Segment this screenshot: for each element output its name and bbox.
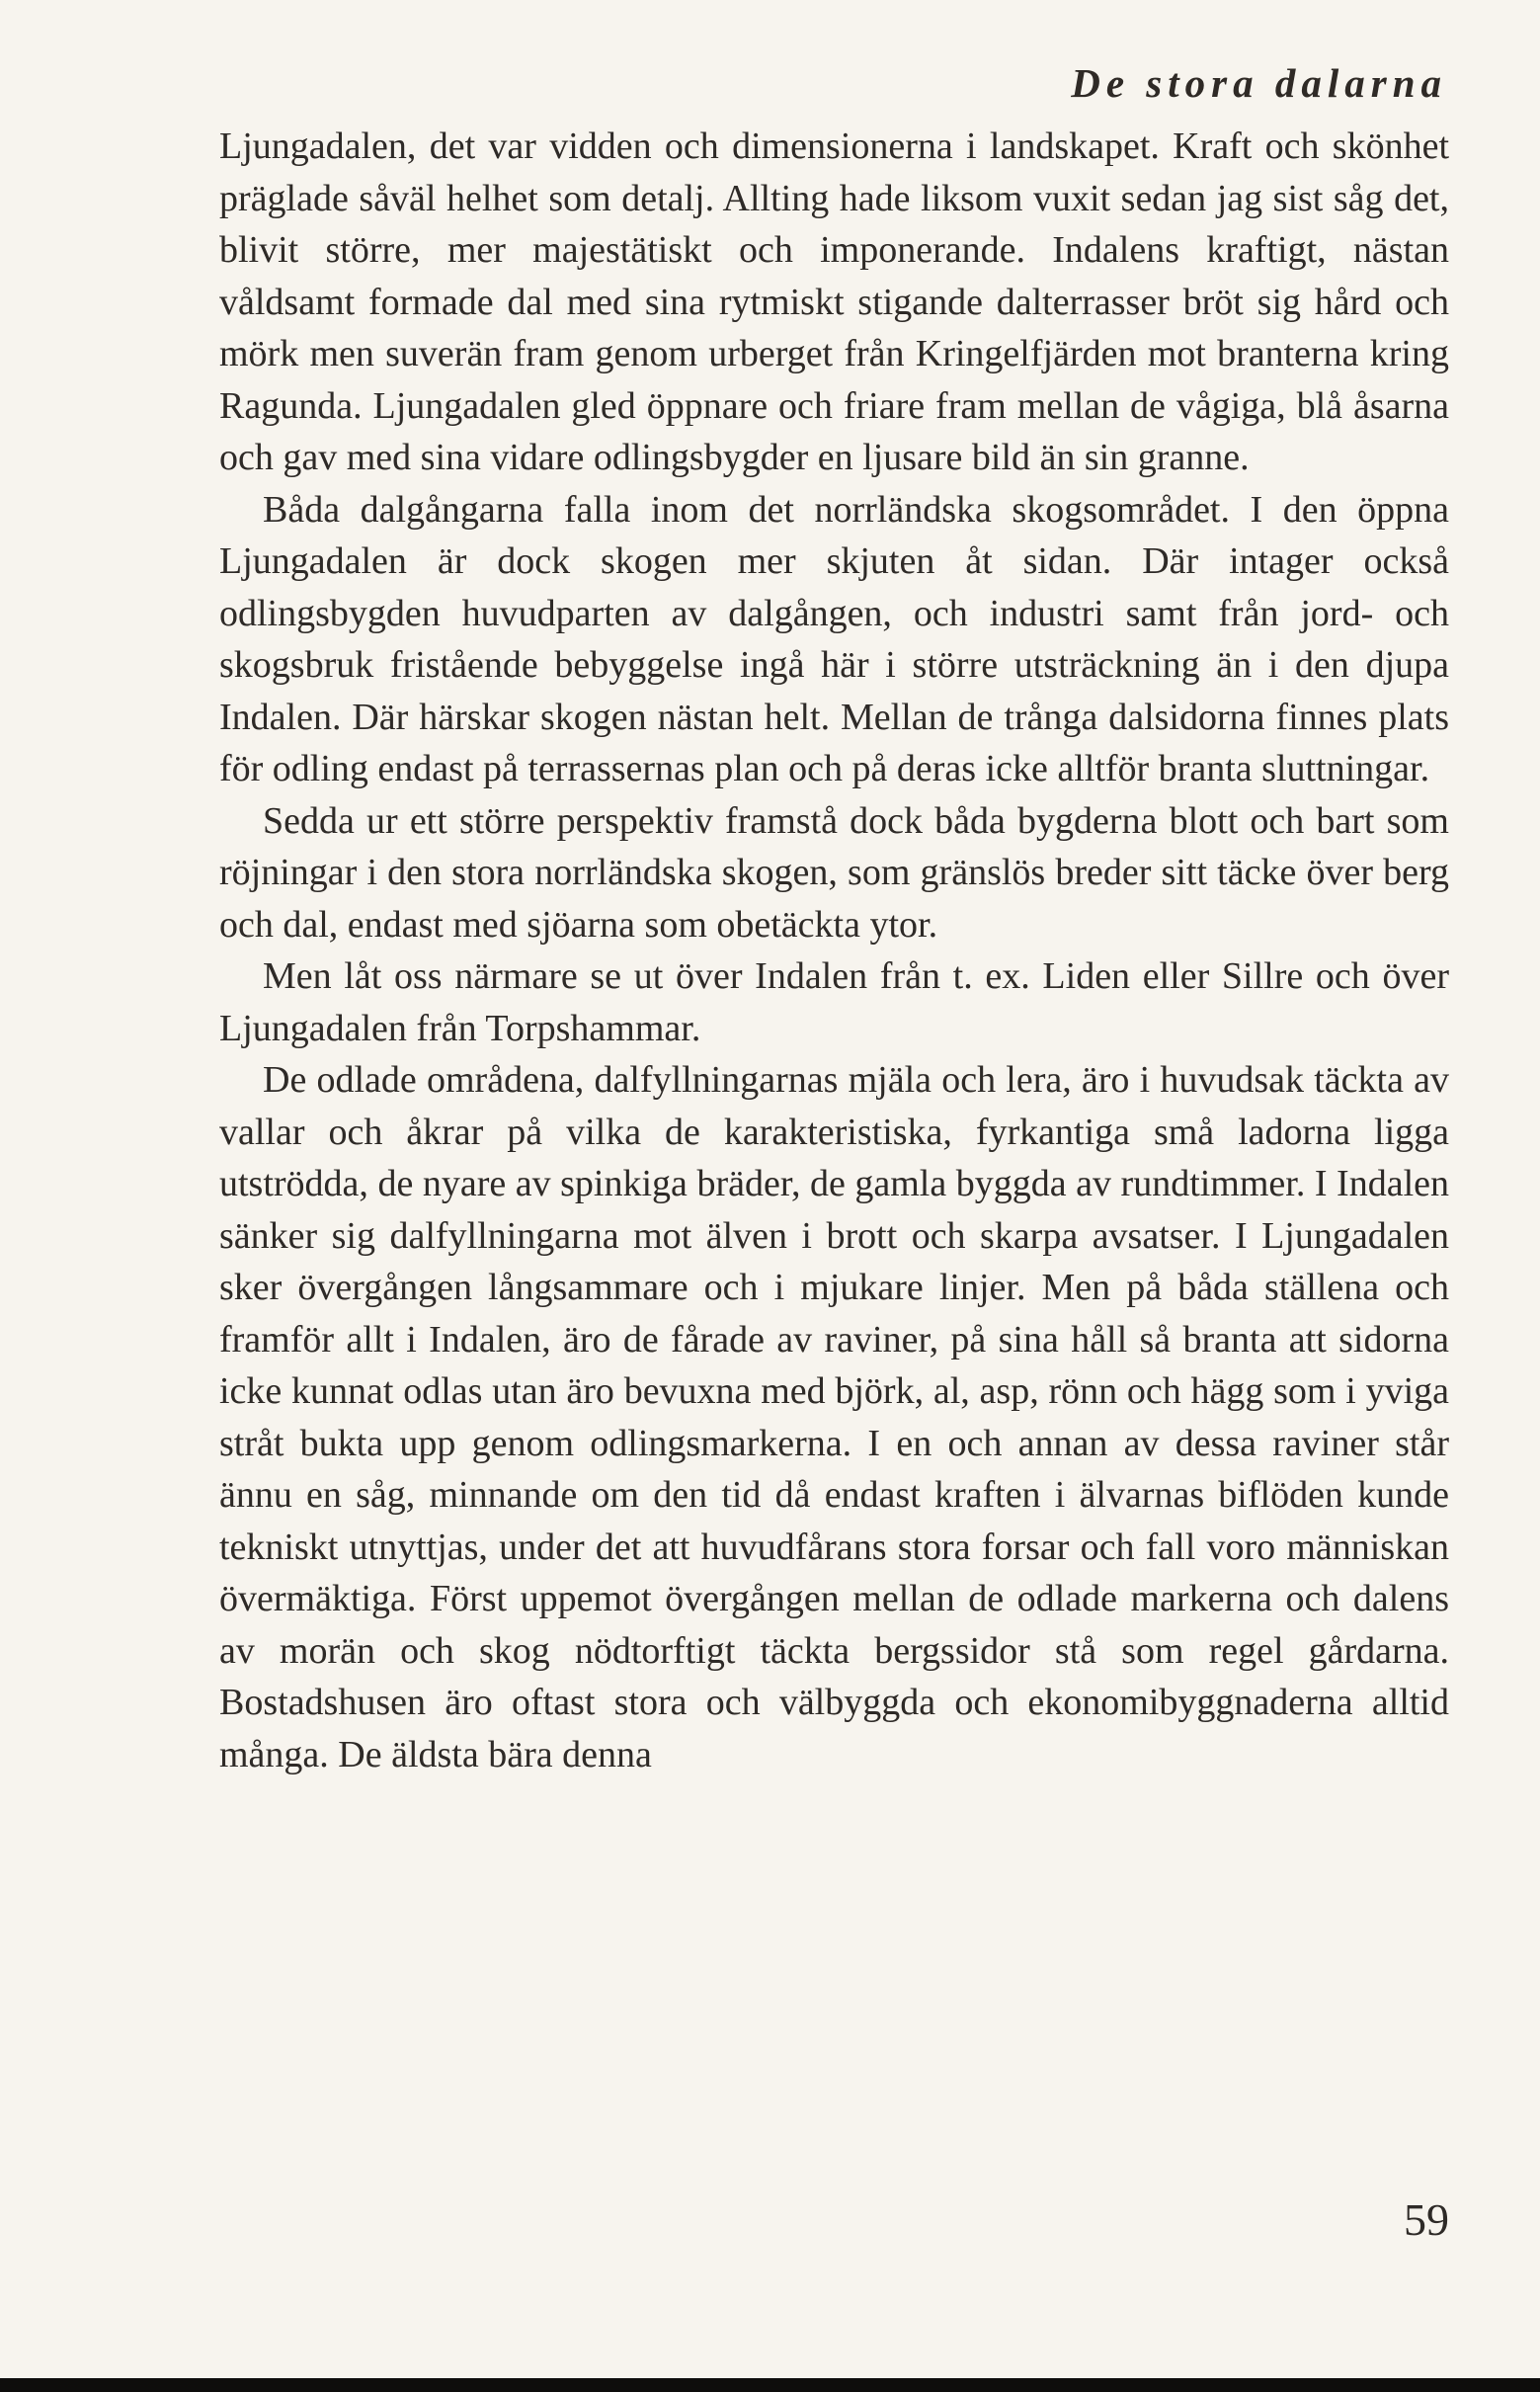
running-head: De stora dalarna bbox=[1071, 60, 1447, 106]
paragraph-4: Men låt oss närmare se ut över Indalen från t. ex. Liden eller Sillre och över Ljungadalen från Torpshammar. bbox=[219, 955, 1449, 1049]
body-text bbox=[219, 121, 1449, 1780]
paragraph-2: Båda dalgångarna falla inom det norrländska skogsområdet. I den öppna Ljungadalen är dock skogen mer skjuten åt sidan. Där intager också odlingsbygden huvudparten av dalgången, och industri samt från jord- och skogsbruk fristående bebyggelse ingå här i större utsträckning än i den djupa Indalen. Där härskar skogen nästan helt. Mellan de trånga dalsidorna finnes plats för odling endast på terrassernas plan och på deras icke alltför branta sluttningar. bbox=[219, 488, 1449, 789]
paragraph-5: De odlade områdena, dalfyllningarnas mjäla och lera, äro i huvudsak täckta av vallar och åkrar på vilka de karakteristiska, fyrkantiga små ladorna ligga utströdda, de nyare av spinkiga bräder, de gamla byggda av rundtimmer. I Indalen sänker sig dalfyllningarna mot älven i brott och skarpa avsatser. I Ljungadalen sker övergången långsammare och i mjukare linjer. Men på båda ställena och framför allt i Indalen, äro de fårade av raviner, på sina håll så branta att sidorna icke kunnat odlas utan äro bevuxna med björk, al, asp, rönn och hägg som i yviga stråt bukta upp genom odlingsmarkerna. I en och annan av dessa raviner står ännu en såg, minnande om den tid då endast kraften i älvarnas biflöden kunde tekniskt utnyttjas, under det att huvudfårans stora forsar och fall voro människan övermäktiga. Först uppemot övergången mellan de odlade markerna och dalens av morän och skog nödtorftigt täckta bergssidor stå som regel gårdarna. Bostadshusen äro oftast stora och välbyggda och ekonomibyggnaderna alltid många. De äldsta bära denna bbox=[219, 1059, 1449, 1775]
paragraph-3: Sedda ur ett större perspektiv framstå dock båda bygderna blott och bart som röjningar i den stora norrländska skogen, som gränslös breder sitt täcke över berg och dal, endast med sjöarna som obetäckta ytor. bbox=[219, 799, 1449, 946]
page-number: 59 bbox=[1404, 2194, 1449, 2245]
scan-edge-band bbox=[0, 2378, 1540, 2392]
paragraph-1: Ljungadalen, det var vidden och dimensionerna i landskapet. Kraft och skönhet präglade såväl helhet som detalj. Allting hade liksom vuxit sedan jag sist såg det, blivit större, mer majestätiskt och imponerande. Indalens kraftigt, nästan våldsamt formade dal med sina rytmiskt stigande dalterrasser bröt sig hård och mörk men suverän fram genom urberget från Kringelfjärden mot branterna kring Ragunda. Ljungadalen gled öppnare och friare fram mellan de vågiga, blå åsarna och gav med sina vidare odlingsbygder en ljusare bild än sin granne. bbox=[219, 125, 1449, 478]
